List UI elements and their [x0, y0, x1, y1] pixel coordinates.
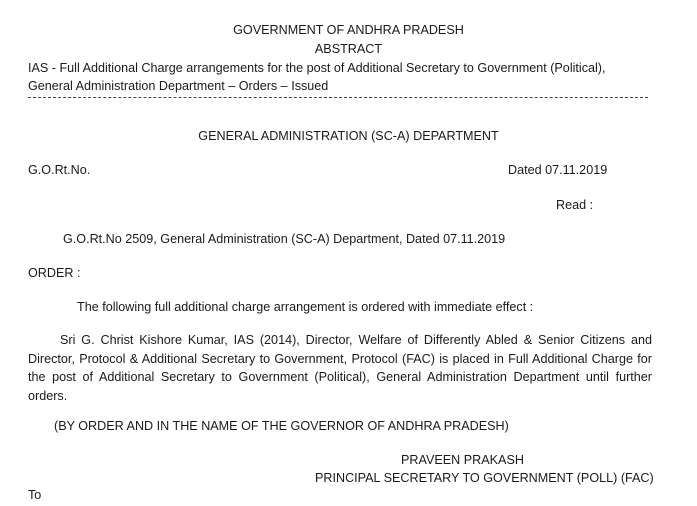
- by-order-line: (BY ORDER AND IN THE NAME OF THE GOVERNOR OF ANDHRA PRADESH): [54, 419, 509, 433]
- subject-line-1: IAS - Full Additional Charge arrangements for the post of Additional Secretary to Government (Political),: [28, 61, 606, 75]
- government-heading: GOVERNMENT OF ANDHRA PRADESH: [233, 23, 464, 37]
- signatory-name: PRAVEEN PRAKASH: [401, 453, 524, 467]
- reference-line: G.O.Rt.No 2509, General Administration (SC-A) Department, Dated 07.11.2019: [63, 232, 506, 246]
- to-label: To: [28, 488, 42, 502]
- go-number: G.O.Rt.No.: [28, 163, 91, 177]
- abstract-heading: ABSTRACT: [314, 42, 383, 56]
- read-label: Read :: [556, 198, 594, 212]
- order-label: ORDER :: [28, 266, 81, 280]
- department-heading: GENERAL ADMINISTRATION (SC-A) DEPARTMENT: [198, 129, 499, 143]
- main-order-paragraph: [28, 331, 652, 405]
- order-date: Dated 07.11.2019: [508, 163, 608, 177]
- subject-line-2: General Administration Department – Orders – Issued: [28, 79, 329, 93]
- intro-sentence: The following full additional charge arrangement is ordered with immediate effect :: [77, 300, 534, 314]
- section-divider: [28, 97, 648, 98]
- main-order-text: Sri G. Christ Kishore Kumar, IAS (2014), Director, Welfare of Differently Abled & Senior Citizens and Director, Protocol & Additional Secretary to Government, Protocol (FAC) is placed in Full Additional Charge for the post of Additional Secretary to Government (Political), General Administration Department until further orders.: [28, 333, 652, 403]
- signatory-designation: PRINCIPAL SECRETARY TO GOVERNMENT (POLL) (FAC): [315, 471, 654, 485]
